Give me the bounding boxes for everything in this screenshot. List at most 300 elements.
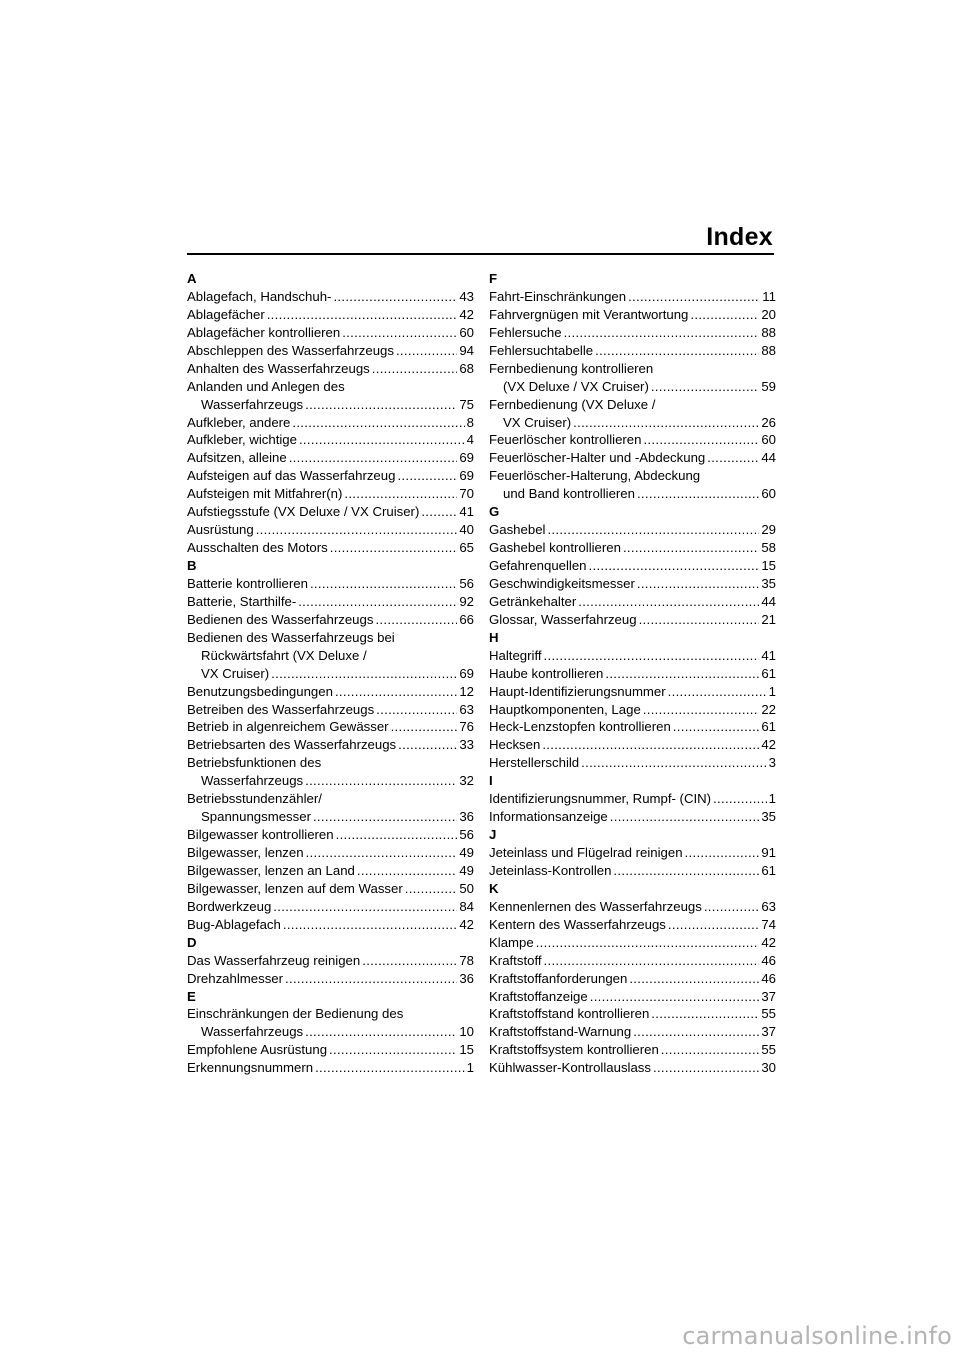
index-page-number: 1 bbox=[768, 683, 776, 699]
index-entry bbox=[187, 970, 474, 988]
dot-leader bbox=[333, 288, 457, 306]
index-entry-label: Wasserfahrzeugs bbox=[201, 1024, 304, 1040]
index-entry-label: Ausschalten des Motors bbox=[187, 540, 328, 556]
dot-leader bbox=[610, 808, 760, 826]
index-entry bbox=[489, 611, 776, 629]
index-entry bbox=[489, 539, 776, 557]
index-page-number: 84 bbox=[459, 898, 474, 914]
dot-leader bbox=[313, 808, 457, 826]
index-entry-label: Fahrt-Einschränkungen bbox=[489, 288, 627, 304]
dot-leader bbox=[573, 414, 759, 432]
index-page-number: 60 bbox=[459, 324, 474, 340]
index-page-number: 78 bbox=[459, 952, 474, 968]
dot-leader bbox=[643, 431, 759, 449]
dot-leader bbox=[298, 593, 457, 611]
dot-leader bbox=[306, 844, 458, 862]
index-page-number: 42 bbox=[459, 306, 474, 322]
index-entry bbox=[187, 1023, 474, 1041]
index-entry bbox=[187, 503, 474, 521]
index-entry bbox=[489, 916, 776, 934]
index-entry bbox=[489, 970, 776, 988]
index-entry-text bbox=[489, 467, 776, 485]
dot-leader bbox=[292, 414, 464, 432]
dot-leader bbox=[267, 306, 458, 324]
dot-leader bbox=[661, 1041, 760, 1059]
dot-leader bbox=[651, 378, 759, 396]
index-page-number: 91 bbox=[761, 845, 776, 860]
dot-leader bbox=[305, 772, 457, 790]
index-entry-label: Wasserfahrzeugs bbox=[201, 396, 304, 412]
index-page-number: 12 bbox=[459, 683, 474, 699]
dot-leader bbox=[637, 485, 759, 503]
index-entry bbox=[187, 1041, 474, 1059]
index-page-number: 42 bbox=[459, 916, 474, 932]
index-entry-label: Bedienen des Wasserfahrzeugs bei bbox=[187, 629, 395, 645]
dot-leader bbox=[544, 647, 760, 665]
index-page-number: 75 bbox=[459, 396, 474, 412]
index-entry-label: VX Cruiser) bbox=[503, 414, 572, 430]
index-page-number: 69 bbox=[459, 450, 474, 466]
index-page-number: 37 bbox=[761, 1024, 776, 1040]
index-entry-label: Betriebsstundenzähler/ bbox=[187, 791, 322, 807]
index-page-number: 41 bbox=[761, 647, 776, 663]
index-page-number: 32 bbox=[459, 773, 474, 789]
index-page-number: 50 bbox=[459, 880, 474, 896]
index-page-number: 92 bbox=[459, 593, 474, 609]
index-page-number: 49 bbox=[459, 862, 474, 878]
index-entry bbox=[489, 431, 776, 449]
index-entry bbox=[489, 754, 776, 772]
index-letter-heading: I bbox=[489, 773, 493, 789]
index-entry-label: Fehlersuchtabelle bbox=[489, 342, 594, 358]
index-entry bbox=[187, 467, 474, 485]
dot-leader bbox=[335, 683, 457, 701]
dot-leader bbox=[707, 449, 759, 467]
index-letter-heading: B bbox=[187, 558, 197, 573]
index-entry-label: Benutzungsbedingungen bbox=[187, 683, 333, 699]
index-entry-label: Bedienen des Wasserfahrzeugs bbox=[187, 611, 374, 627]
index-page-number: 60 bbox=[761, 486, 776, 502]
index-entry bbox=[489, 378, 776, 396]
index-page-number: 63 bbox=[761, 898, 776, 914]
index-page-number: 74 bbox=[761, 916, 776, 932]
dot-leader bbox=[405, 880, 458, 898]
title-rule bbox=[187, 253, 774, 255]
dot-leader bbox=[344, 485, 457, 503]
index-entry bbox=[489, 844, 776, 862]
index-entry-label: Haupt-Identifizierungsnummer bbox=[489, 683, 666, 699]
index-entry-label: Bilgewasser, lenzen an Land bbox=[187, 862, 355, 878]
index-entry bbox=[187, 701, 474, 719]
index-page-number: 46 bbox=[761, 952, 776, 968]
index-entry-label: Kraftstoffstand-Warnung bbox=[489, 1024, 632, 1040]
page-title: Index bbox=[706, 223, 773, 251]
index-page-number: 4 bbox=[466, 432, 474, 448]
index-page-number: 33 bbox=[459, 737, 474, 753]
index-entry-label: Kühlwasser-Kontrollauslass bbox=[489, 1060, 651, 1076]
index-entry-label: Wasserfahrzeugs bbox=[201, 773, 304, 789]
dot-leader bbox=[372, 360, 458, 378]
index-entry-label: Ablagefächer bbox=[187, 306, 265, 322]
dot-leader bbox=[310, 575, 457, 593]
index-page-number: 46 bbox=[761, 970, 776, 986]
index-entry-label: Aufstiegsstufe (VX Deluxe / VX Cruiser) bbox=[187, 504, 420, 520]
index-entry bbox=[489, 557, 776, 575]
dot-leader bbox=[673, 718, 760, 736]
index-entry bbox=[489, 952, 776, 970]
index-letter-heading: H bbox=[489, 629, 499, 645]
index-entry bbox=[187, 539, 474, 557]
index-entry bbox=[187, 431, 474, 449]
index-entry bbox=[187, 898, 474, 916]
index-entry bbox=[187, 808, 474, 826]
dot-leader bbox=[256, 521, 458, 539]
index-entry bbox=[489, 306, 776, 324]
index-page-number: 36 bbox=[459, 809, 474, 825]
index-entry-label: Fernbedienung (VX Deluxe / bbox=[489, 396, 656, 412]
index-entry bbox=[489, 808, 776, 826]
dot-leader bbox=[536, 934, 760, 952]
index-page-number: 35 bbox=[761, 809, 776, 825]
index-entry bbox=[187, 880, 474, 898]
index-entry bbox=[187, 521, 474, 539]
index-entry-label: Rückwärtsfahrt (VX Deluxe / bbox=[201, 647, 367, 663]
index-entry-label: Kennenlernen des Wasserfahrzeugs bbox=[489, 898, 702, 914]
index-entry bbox=[489, 342, 776, 360]
index-entry-text bbox=[187, 647, 474, 665]
index-page-number: 1 bbox=[768, 791, 776, 807]
dot-leader bbox=[271, 665, 457, 683]
dot-leader bbox=[623, 539, 759, 557]
index-page-number: 68 bbox=[459, 360, 474, 376]
index-entry-text bbox=[187, 790, 474, 808]
dot-leader bbox=[595, 342, 759, 360]
index-page-number: 20 bbox=[761, 306, 776, 322]
index-entry bbox=[489, 718, 776, 736]
index-entry-label: Geschwindigkeitsmesser bbox=[489, 575, 635, 591]
dot-leader bbox=[398, 736, 457, 754]
index-entry bbox=[489, 449, 776, 467]
index-page-number: 11 bbox=[762, 288, 776, 304]
index-entry bbox=[187, 665, 474, 683]
index-entry-label: Ablagefächer kontrollieren bbox=[187, 324, 341, 340]
index-entry bbox=[187, 306, 474, 324]
index-entry-label: Bilgewasser, lenzen auf dem Wasser bbox=[187, 880, 403, 896]
index-entry-label: Informationsanzeige bbox=[489, 809, 608, 825]
index-entry bbox=[489, 324, 776, 342]
index-entry-text bbox=[187, 754, 474, 772]
index-entry bbox=[489, 288, 776, 306]
index-entry bbox=[187, 449, 474, 467]
index-entry-label: Drehzahlmesser bbox=[187, 970, 284, 986]
index-entry-label: Kentern des Wasserfahrzeugs bbox=[489, 916, 666, 932]
index-entry-label: Kraftstoffsystem kontrollieren bbox=[489, 1042, 659, 1058]
index-entry-label: Gefahrenquellen bbox=[489, 558, 587, 573]
index-page-number: 15 bbox=[761, 558, 776, 573]
index-entry bbox=[489, 701, 776, 719]
index-page-number: 40 bbox=[459, 522, 474, 538]
index-page-number: 94 bbox=[459, 342, 474, 358]
index-entry-label: Betreiben des Wasserfahrzeugs bbox=[187, 701, 375, 717]
index-page-number: 10 bbox=[459, 1024, 474, 1040]
index-letter-heading: K bbox=[489, 880, 499, 896]
dot-leader bbox=[685, 844, 760, 862]
index-entry-label: Feuerlöscher-Halterung, Abdeckung bbox=[489, 468, 701, 484]
index-entry bbox=[187, 414, 474, 432]
index-entry-label: Aufkleber, wichtige bbox=[187, 432, 297, 448]
index-entry bbox=[489, 485, 776, 503]
index-entry bbox=[187, 718, 474, 736]
index-entry bbox=[489, 593, 776, 611]
index-entry-label: Ausrüstung bbox=[187, 522, 254, 538]
index-page-number: 63 bbox=[459, 701, 474, 717]
dot-leader bbox=[639, 611, 760, 629]
index-entry-label: Spannungsmesser bbox=[201, 809, 311, 825]
dot-leader bbox=[589, 557, 760, 575]
watermark: carmanualsonline.info bbox=[682, 1322, 952, 1350]
index-entry-label: Batterie, Starthilfe- bbox=[187, 593, 297, 609]
dot-leader bbox=[581, 754, 767, 772]
dot-leader bbox=[613, 862, 759, 880]
index-page-number: 70 bbox=[459, 486, 474, 502]
dot-leader bbox=[628, 288, 760, 306]
index-entry-label: Haube kontrollieren bbox=[489, 665, 604, 681]
dot-leader bbox=[330, 539, 458, 557]
dot-leader bbox=[305, 396, 457, 414]
index-entry-label: Herstellerschild bbox=[489, 755, 580, 771]
index-entry-label: Bordwerkzeug bbox=[187, 898, 272, 914]
index-entry-label: Gashebel kontrollieren bbox=[489, 540, 621, 556]
index-entry-text bbox=[187, 629, 474, 647]
index-entry-label: Feuerlöscher-Halter und -Abdeckung bbox=[489, 450, 706, 466]
dot-leader bbox=[578, 593, 759, 611]
index-entry-text bbox=[187, 378, 474, 396]
index-page-number: 88 bbox=[761, 324, 776, 340]
index-entry-label: Bilgewasser, lenzen bbox=[187, 845, 304, 860]
dot-leader bbox=[713, 790, 767, 808]
index-letter-heading: A bbox=[187, 271, 197, 286]
index-entry-label: Anhalten des Wasserfahrzeugs bbox=[187, 360, 370, 376]
index-entry-label: Betriebsarten des Wasserfahrzeugs bbox=[187, 737, 397, 753]
index-entry-text bbox=[187, 1005, 474, 1023]
dot-leader bbox=[651, 1005, 759, 1023]
index-entry bbox=[489, 414, 776, 432]
index-page-number: 60 bbox=[761, 432, 776, 448]
index-entry bbox=[187, 736, 474, 754]
index-page-number: 44 bbox=[761, 450, 776, 466]
index-entry-label: Heck-Lenzstopfen kontrollieren bbox=[489, 719, 671, 735]
dot-leader bbox=[637, 575, 759, 593]
dot-leader bbox=[391, 718, 458, 736]
index-page-number: 56 bbox=[459, 827, 474, 843]
index-page-number: 41 bbox=[459, 504, 474, 520]
dot-leader bbox=[542, 736, 759, 754]
index-entry-label: VX Cruiser) bbox=[201, 665, 270, 681]
index-entry bbox=[489, 862, 776, 880]
index-page-number: 36 bbox=[459, 970, 474, 986]
dot-leader bbox=[336, 826, 458, 844]
index-entry bbox=[187, 772, 474, 790]
index-column-left bbox=[187, 270, 474, 1077]
index-entry-label: Hecksen bbox=[489, 737, 541, 753]
index-entry-label: Betrieb in algenreichem Gewässer bbox=[187, 719, 389, 735]
index-entry-label: Aufsitzen, alleine bbox=[187, 450, 287, 466]
dot-leader bbox=[544, 952, 760, 970]
index-page-number: 35 bbox=[761, 575, 776, 591]
dot-leader bbox=[605, 665, 759, 683]
index-entry-label: Gashebel bbox=[489, 522, 546, 538]
index-entry bbox=[489, 898, 776, 916]
index-entry bbox=[187, 485, 474, 503]
index-page-number: 30 bbox=[761, 1060, 776, 1076]
index-entry-label: Abschleppen des Wasserfahrzeugs bbox=[187, 342, 394, 358]
index-page-number: 61 bbox=[761, 665, 776, 681]
index-page-number: 3 bbox=[768, 755, 776, 771]
index-entry-label: Feuerlöscher kontrollieren bbox=[489, 432, 642, 448]
dot-leader bbox=[690, 306, 759, 324]
dot-leader bbox=[299, 431, 465, 449]
index-page-number: 8 bbox=[466, 414, 474, 430]
index-page-number: 61 bbox=[761, 862, 776, 878]
index-entry bbox=[489, 1059, 776, 1077]
index-page-number: 69 bbox=[459, 665, 474, 681]
index-letter-heading: E bbox=[187, 988, 196, 1004]
index-page-number: 65 bbox=[459, 540, 474, 556]
dot-leader bbox=[273, 898, 457, 916]
index-entry-label: und Band kontrollieren bbox=[503, 486, 635, 502]
index-page-number: 42 bbox=[761, 737, 776, 753]
index-page-number: 37 bbox=[761, 988, 776, 1004]
index-page-number: 22 bbox=[761, 701, 776, 717]
index-entry bbox=[489, 575, 776, 593]
index-entry-label: Jeteinlass und Flügelrad reinigen bbox=[489, 845, 683, 860]
index-entry bbox=[187, 593, 474, 611]
index-entry-label: Jeteinlass-Kontrollen bbox=[489, 862, 612, 878]
index-entry bbox=[187, 916, 474, 934]
index-entry-label: Ablagefach, Handschuh- bbox=[187, 288, 332, 304]
index-page-number: 49 bbox=[459, 845, 474, 860]
dot-leader bbox=[668, 916, 759, 934]
dot-leader bbox=[357, 862, 457, 880]
dot-leader bbox=[704, 898, 759, 916]
index-entry bbox=[489, 647, 776, 665]
index-entry-label: Kraftstoffanforderungen bbox=[489, 970, 628, 986]
index-entry-label: (VX Deluxe / VX Cruiser) bbox=[503, 378, 649, 394]
index-entry-label: Bug-Ablagefach bbox=[187, 916, 281, 932]
index-entry-label: Aufsteigen auf das Wasserfahrzeug bbox=[187, 468, 396, 484]
index-entry-label: Batterie kontrollieren bbox=[187, 575, 308, 591]
index-page-number: 1 bbox=[466, 1060, 474, 1076]
dot-leader bbox=[668, 683, 767, 701]
index-entry-label: Getränkehalter bbox=[489, 593, 577, 609]
index-page-number: 59 bbox=[761, 378, 776, 394]
index-entry bbox=[489, 790, 776, 808]
index-entry-label: Kraftstoff bbox=[489, 952, 542, 968]
index-page-number: 69 bbox=[459, 468, 474, 484]
dot-leader bbox=[547, 521, 759, 539]
index-entry-label: Betriebsfunktionen des bbox=[187, 755, 322, 771]
dot-leader bbox=[421, 503, 457, 521]
index-entry-label: Bilgewasser kontrollieren bbox=[187, 827, 334, 843]
dot-leader bbox=[629, 970, 759, 988]
index-entry bbox=[489, 1023, 776, 1041]
index-page-number: 44 bbox=[761, 593, 776, 609]
index-entry-label: Einschränkungen der Bedienung des bbox=[187, 1006, 404, 1022]
dot-leader bbox=[375, 611, 457, 629]
index-entry-text bbox=[489, 360, 776, 378]
index-page-number: 43 bbox=[459, 288, 474, 304]
index-page-number: 15 bbox=[459, 1042, 474, 1058]
index-entry bbox=[489, 988, 776, 1006]
dot-leader bbox=[289, 449, 458, 467]
index-entry bbox=[187, 342, 474, 360]
index-page-number: 61 bbox=[761, 719, 776, 735]
index-entry bbox=[187, 611, 474, 629]
index-entry-label: Fernbedienung kontrollieren bbox=[489, 360, 654, 376]
dot-leader bbox=[305, 1023, 457, 1041]
index-entry bbox=[187, 360, 474, 378]
index-entry-label: Das Wasserfahrzeug reinigen bbox=[187, 952, 361, 968]
index-entry bbox=[187, 826, 474, 844]
index-page-number: 88 bbox=[761, 342, 776, 358]
index-entry bbox=[489, 1005, 776, 1023]
index-letter-heading: J bbox=[489, 827, 497, 843]
index-entry-label: Glossar, Wasserfahrzeug bbox=[489, 611, 637, 627]
dot-leader bbox=[397, 467, 457, 485]
index-entry bbox=[489, 665, 776, 683]
dot-leader bbox=[653, 1059, 759, 1077]
dot-leader bbox=[396, 342, 457, 360]
index-entry bbox=[489, 1041, 776, 1059]
index-entry-label: Aufsteigen mit Mitfahrer(n) bbox=[187, 486, 343, 502]
index-entry-label: Identifizierungsnummer, Rumpf- (CIN) bbox=[489, 791, 712, 807]
index-entry bbox=[187, 1059, 474, 1077]
index-entry-label: Kraftstoffstand kontrollieren bbox=[489, 1006, 650, 1022]
dot-leader bbox=[342, 324, 457, 342]
dot-leader bbox=[376, 701, 457, 719]
index-letter-heading: F bbox=[489, 271, 498, 286]
dot-leader bbox=[564, 324, 760, 342]
index-page-number: 21 bbox=[761, 611, 776, 627]
index-column-right bbox=[489, 270, 776, 1077]
index-letter-heading: G bbox=[489, 504, 500, 520]
index-entry bbox=[489, 736, 776, 754]
index-page-number: 56 bbox=[459, 575, 474, 591]
index-entry bbox=[187, 324, 474, 342]
dot-leader bbox=[590, 988, 760, 1006]
index-entry-label: Anlanden und Anlegen des bbox=[187, 378, 345, 394]
dot-leader bbox=[315, 1059, 465, 1077]
index-entry-label: Erkennungsnummern bbox=[187, 1060, 314, 1076]
index-page-number: 58 bbox=[761, 540, 776, 556]
index-page-number: 76 bbox=[459, 719, 474, 735]
index-page-number: 66 bbox=[459, 611, 474, 627]
dot-leader bbox=[329, 1041, 457, 1059]
index-entry bbox=[187, 288, 474, 306]
index-entry-text bbox=[489, 396, 776, 414]
index-page-number: 42 bbox=[761, 934, 776, 950]
index-entry bbox=[187, 862, 474, 880]
index-page-number: 29 bbox=[761, 522, 776, 538]
index-entry bbox=[187, 952, 474, 970]
index-entry-label: Klampe bbox=[489, 934, 534, 950]
index-entry-label: Empfohlene Ausrüstung bbox=[187, 1042, 328, 1058]
index-entry-label: Aufkleber, andere bbox=[187, 414, 291, 430]
index-entry-label: Fahrvergnügen mit Verantwortung bbox=[489, 306, 689, 322]
dot-leader bbox=[633, 1023, 759, 1041]
index-entry bbox=[489, 934, 776, 952]
index-page-number: 26 bbox=[761, 414, 776, 430]
